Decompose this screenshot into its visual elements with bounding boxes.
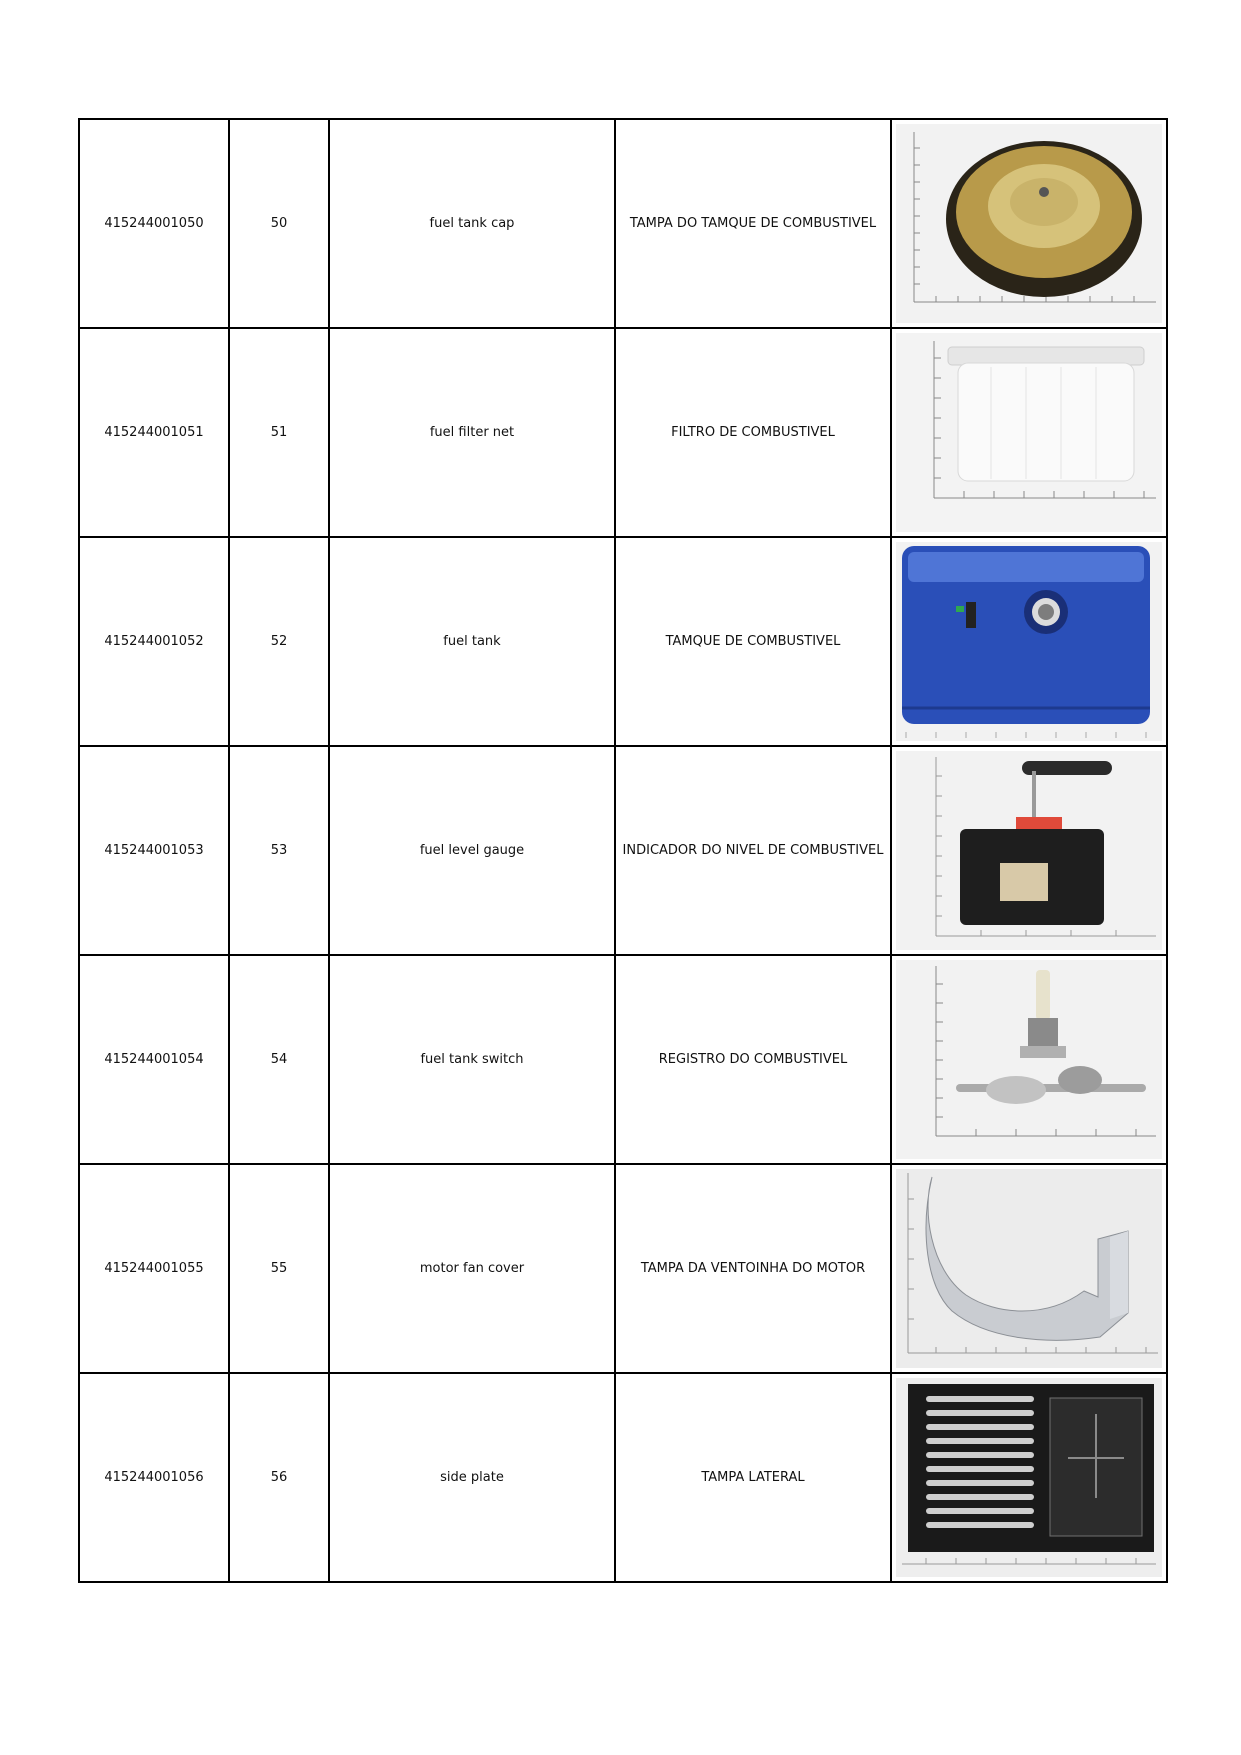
table-row xyxy=(79,119,1167,328)
part-image-cell xyxy=(891,1373,1167,1582)
part-number-cell: 56 xyxy=(229,1373,329,1582)
fuel-tank-cap-photo xyxy=(896,124,1162,323)
fuel-level-gauge-photo xyxy=(896,751,1162,950)
table-row xyxy=(79,955,1167,1164)
motor-fan-cover-photo xyxy=(896,1169,1162,1368)
part-name-pt-cell: INDICADOR DO NIVEL DE COMBUSTIVEL xyxy=(615,746,891,955)
table-row xyxy=(79,746,1167,955)
table-row xyxy=(79,537,1167,746)
table-row xyxy=(79,1164,1167,1373)
part-code-cell: 415244001055 xyxy=(79,1164,229,1373)
table-row xyxy=(79,1373,1167,1582)
part-number-cell: 54 xyxy=(229,955,329,1164)
part-number-cell: 51 xyxy=(229,328,329,537)
fuel-tank-switch-photo xyxy=(896,960,1162,1159)
part-name-en-cell: fuel filter net xyxy=(329,328,615,537)
part-name-en-cell: fuel tank xyxy=(329,537,615,746)
part-name-en-cell: fuel tank cap xyxy=(329,119,615,328)
part-name-pt-cell: TAMQUE DE COMBUSTIVEL xyxy=(615,537,891,746)
part-code-cell: 415244001053 xyxy=(79,746,229,955)
part-image-cell xyxy=(891,1164,1167,1373)
parts-table xyxy=(78,118,1168,1583)
table-row xyxy=(79,328,1167,537)
part-number-cell: 50 xyxy=(229,119,329,328)
part-code-cell: 415244001052 xyxy=(79,537,229,746)
part-code-cell: 415244001054 xyxy=(79,955,229,1164)
part-image-cell xyxy=(891,746,1167,955)
part-number-cell: 52 xyxy=(229,537,329,746)
part-name-pt-cell: FILTRO DE COMBUSTIVEL xyxy=(615,328,891,537)
side-plate-photo xyxy=(896,1378,1162,1577)
part-name-pt-cell: REGISTRO DO COMBUSTIVEL xyxy=(615,955,891,1164)
part-name-pt-cell: TAMPA LATERAL xyxy=(615,1373,891,1582)
part-image-cell xyxy=(891,328,1167,537)
part-image-cell xyxy=(891,537,1167,746)
part-name-en-cell: fuel tank switch xyxy=(329,955,615,1164)
part-image-cell xyxy=(891,955,1167,1164)
fuel-tank-photo xyxy=(896,542,1162,741)
part-name-en-cell: side plate xyxy=(329,1373,615,1582)
part-name-en-cell: fuel level gauge xyxy=(329,746,615,955)
fuel-filter-net-photo xyxy=(896,333,1162,532)
part-image-cell xyxy=(891,119,1167,328)
part-name-en-cell: motor fan cover xyxy=(329,1164,615,1373)
part-code-cell: 415244001051 xyxy=(79,328,229,537)
part-number-cell: 53 xyxy=(229,746,329,955)
part-code-cell: 415244001050 xyxy=(79,119,229,328)
part-number-cell: 55 xyxy=(229,1164,329,1373)
part-name-pt-cell: TAMPA DO TAMQUE DE COMBUSTIVEL xyxy=(615,119,891,328)
part-code-cell: 415244001056 xyxy=(79,1373,229,1582)
part-name-pt-cell: TAMPA DA VENTOINHA DO MOTOR xyxy=(615,1164,891,1373)
